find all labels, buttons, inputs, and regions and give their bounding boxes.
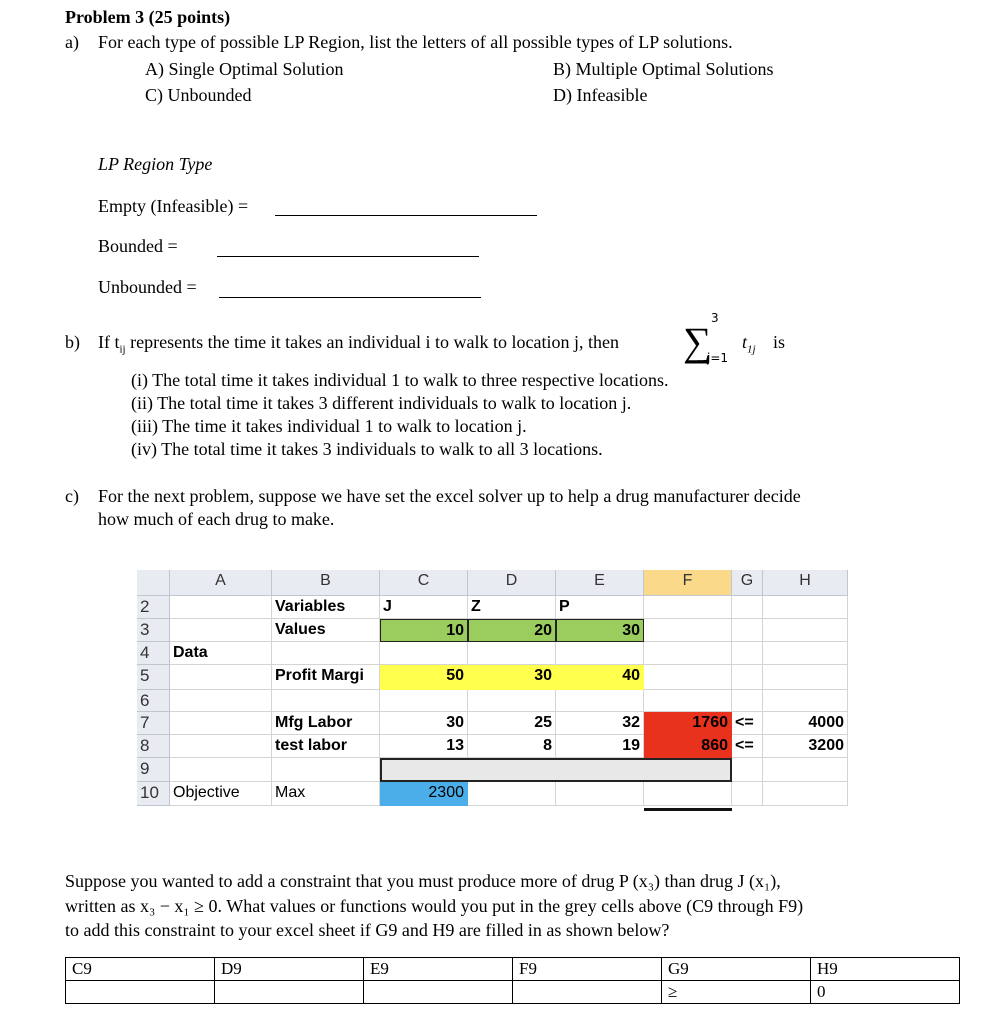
row-header-4[interactable]: 4	[137, 642, 170, 665]
cell-f2[interactable]	[644, 596, 732, 619]
sigma-icon: ∑	[683, 319, 712, 364]
cell-b7[interactable]: Mfg Labor	[272, 712, 380, 735]
row-header-6[interactable]: 6	[137, 690, 170, 712]
cell-a5[interactable]	[170, 665, 272, 690]
cell-b9[interactable]	[272, 758, 380, 782]
cell-f7[interactable]: 1760	[644, 712, 732, 735]
cell-b5[interactable]: Profit Margi	[272, 665, 380, 690]
cell-b2[interactable]: Variables	[272, 596, 380, 619]
cell-g6[interactable]	[732, 690, 763, 712]
suppose-line1: Suppose you wanted to add a constraint that you must produce more of drug P (x₃) than drug J (x₁),	[65, 871, 781, 891]
cell-g4[interactable]	[732, 642, 763, 665]
cell-g10[interactable]	[732, 782, 763, 806]
cell-h2[interactable]	[763, 596, 848, 619]
cell-e9[interactable]	[556, 758, 644, 782]
row-header-3[interactable]: 3	[137, 619, 170, 642]
header-c9: C9	[66, 958, 215, 981]
cell-a6[interactable]	[170, 690, 272, 712]
b-option-iv: (iv) The total time it takes 3 individuals to walk to all 3 locations.	[131, 439, 603, 459]
row-header-7[interactable]: 7	[137, 712, 170, 735]
option-d: D) Infeasible	[553, 85, 648, 105]
header-f9: F9	[513, 958, 662, 981]
header-g9: G9	[662, 958, 811, 981]
cell-a9[interactable]	[170, 758, 272, 782]
cell-c8[interactable]: 13	[380, 735, 468, 758]
value-h9: 0	[811, 981, 960, 1004]
column-header-a[interactable]: A	[170, 570, 272, 596]
row-header-10[interactable]: 10	[137, 782, 170, 806]
cell-h5[interactable]	[763, 665, 848, 690]
answer-line-bounded[interactable]	[217, 256, 479, 257]
cell-b10[interactable]: Max	[272, 782, 380, 806]
row-header-9[interactable]: 9	[137, 758, 170, 782]
cell-c5[interactable]: 50	[380, 665, 468, 690]
b-option-i: (i) The total time it takes individual 1 to walk to three respective locations.	[131, 370, 669, 390]
cell-f3[interactable]	[644, 619, 732, 642]
cell-h6[interactable]	[763, 690, 848, 712]
cell-e10[interactable]	[556, 782, 644, 806]
header-e9: E9	[364, 958, 513, 981]
sum-lower: j=1	[707, 351, 729, 365]
cell-a10[interactable]: Objective	[170, 782, 272, 806]
part-c-label: c)	[65, 486, 79, 506]
value-d9[interactable]	[215, 981, 364, 1004]
answer-line-empty[interactable]	[275, 215, 537, 216]
cell-h10[interactable]	[763, 782, 848, 806]
value-f9[interactable]	[513, 981, 662, 1004]
cell-d7[interactable]: 25	[468, 712, 556, 735]
cell-d2[interactable]: Z	[468, 596, 556, 619]
b-option-iii: (iii) The time it takes individual 1 to walk to location j.	[131, 416, 527, 436]
cell-f4[interactable]	[644, 642, 732, 665]
cell-c9[interactable]	[380, 758, 468, 782]
cell-g2[interactable]	[732, 596, 763, 619]
cell-f10[interactable]	[644, 782, 732, 806]
answer-table	[65, 957, 960, 1004]
b-option-ii: (ii) The total time it takes 3 different individuals to walk to location j.	[131, 393, 632, 413]
cell-c3[interactable]: 10	[380, 619, 468, 642]
cell-g8[interactable]: <=	[732, 735, 763, 758]
option-a: A) Single Optimal Solution	[145, 59, 344, 79]
cell-h8[interactable]: 3200	[763, 735, 848, 758]
row-header-5[interactable]: 5	[137, 665, 170, 690]
cell-d8[interactable]: 8	[468, 735, 556, 758]
cell-c7[interactable]: 30	[380, 712, 468, 735]
part-c-line2: how much of each drug to make.	[98, 509, 335, 529]
part-c-line1: For the next problem, suppose we have set the excel solver up to help a drug manufacturer decide	[98, 486, 801, 506]
cell-f6[interactable]	[644, 690, 732, 712]
cell-h3[interactable]	[763, 619, 848, 642]
sum-term: $t_{1j}$	[742, 332, 756, 356]
part-a-prompt: For each type of possible LP Region, list the letters of all possible types of LP solutions.	[98, 32, 733, 52]
cell-d3[interactable]: 20	[468, 619, 556, 642]
cell-c4[interactable]	[380, 642, 468, 665]
cell-e4[interactable]	[556, 642, 644, 665]
cell-e2[interactable]: P	[556, 596, 644, 619]
suppose-line3: to add this constraint to your excel sheet if G9 and H9 are filled in as shown below?	[65, 920, 670, 940]
cell-c10[interactable]: 2300	[380, 782, 468, 806]
row-header-2[interactable]: 2	[137, 596, 170, 619]
cell-g3[interactable]	[732, 619, 763, 642]
row-header-8[interactable]: 8	[137, 735, 170, 758]
value-g9: ≥	[662, 981, 811, 1004]
cell-e6[interactable]	[556, 690, 644, 712]
column-header-f[interactable]: F	[644, 570, 732, 596]
value-c9[interactable]	[66, 981, 215, 1004]
column-header-g[interactable]: G	[732, 570, 763, 596]
cell-g9[interactable]	[732, 758, 763, 782]
cell-d10[interactable]	[468, 782, 556, 806]
column-header-c[interactable]: C	[380, 570, 468, 596]
cell-e3[interactable]: 30	[556, 619, 644, 642]
column-header-e[interactable]: E	[556, 570, 644, 596]
cell-d9[interactable]	[468, 758, 556, 782]
cell-a3[interactable]	[170, 619, 272, 642]
cell-a7[interactable]	[170, 712, 272, 735]
column-header-h[interactable]: H	[763, 570, 848, 596]
cell-c2[interactable]: J	[380, 596, 468, 619]
cell-e8[interactable]: 19	[556, 735, 644, 758]
cell-b8[interactable]: test labor	[272, 735, 380, 758]
cell-b3[interactable]: Values	[272, 619, 380, 642]
region-bounded: Bounded =	[98, 236, 178, 256]
suppose-line2: written as x₃ − x₁ ≥ 0. What values or functions would you put in the grey cells above (C9 through F9)	[65, 896, 804, 916]
region-empty: Empty (Infeasible) =	[98, 196, 249, 216]
cell-f8[interactable]: 860	[644, 735, 732, 758]
part-a-label: a)	[65, 32, 79, 52]
cell-a8[interactable]	[170, 735, 272, 758]
cell-e7[interactable]: 32	[556, 712, 644, 735]
column-header-b[interactable]: B	[272, 570, 380, 596]
header-h9: H9	[811, 958, 960, 981]
cell-g7[interactable]: <=	[732, 712, 763, 735]
answer-header-row	[66, 958, 960, 981]
region-unbounded: Unbounded =	[98, 277, 197, 297]
cell-d4[interactable]	[468, 642, 556, 665]
cell-c6[interactable]	[380, 690, 468, 712]
sum-upper: 3	[711, 311, 719, 325]
cell-g5[interactable]	[732, 665, 763, 690]
cell-d6[interactable]	[468, 690, 556, 712]
cell-e5[interactable]: 40	[556, 665, 644, 690]
cell-a4[interactable]: Data	[170, 642, 272, 665]
option-b: B) Multiple Optimal Solutions	[553, 59, 774, 79]
cell-b6[interactable]	[272, 690, 380, 712]
column-header-d[interactable]: D	[468, 570, 556, 596]
cell-a2[interactable]	[170, 596, 272, 619]
cell-h7[interactable]: 4000	[763, 712, 848, 735]
part-b-label: b)	[65, 332, 80, 352]
option-c: C) Unbounded	[145, 85, 252, 105]
problem-title: Problem 3 (25 points)	[65, 7, 231, 27]
answer-line-unbounded[interactable]	[219, 297, 481, 298]
select-all-corner[interactable]	[137, 570, 170, 596]
cell-d5[interactable]: 30	[468, 665, 556, 690]
cell-h9[interactable]	[763, 758, 848, 782]
answer-value-row	[66, 981, 960, 1004]
is-text: is	[773, 332, 786, 352]
region-heading: LP Region Type	[98, 154, 213, 174]
cell-f5[interactable]	[644, 665, 732, 690]
cell-b4[interactable]	[272, 642, 380, 665]
value-e9[interactable]	[364, 981, 513, 1004]
active-cell-border	[644, 808, 732, 815]
part-b-prompt: If $t_{ij}$ represents the time it takes an individual i to walk to location j, then	[98, 332, 620, 356]
cell-h4[interactable]	[763, 642, 848, 665]
header-d9: D9	[215, 958, 364, 981]
cell-f9[interactable]	[644, 758, 732, 782]
